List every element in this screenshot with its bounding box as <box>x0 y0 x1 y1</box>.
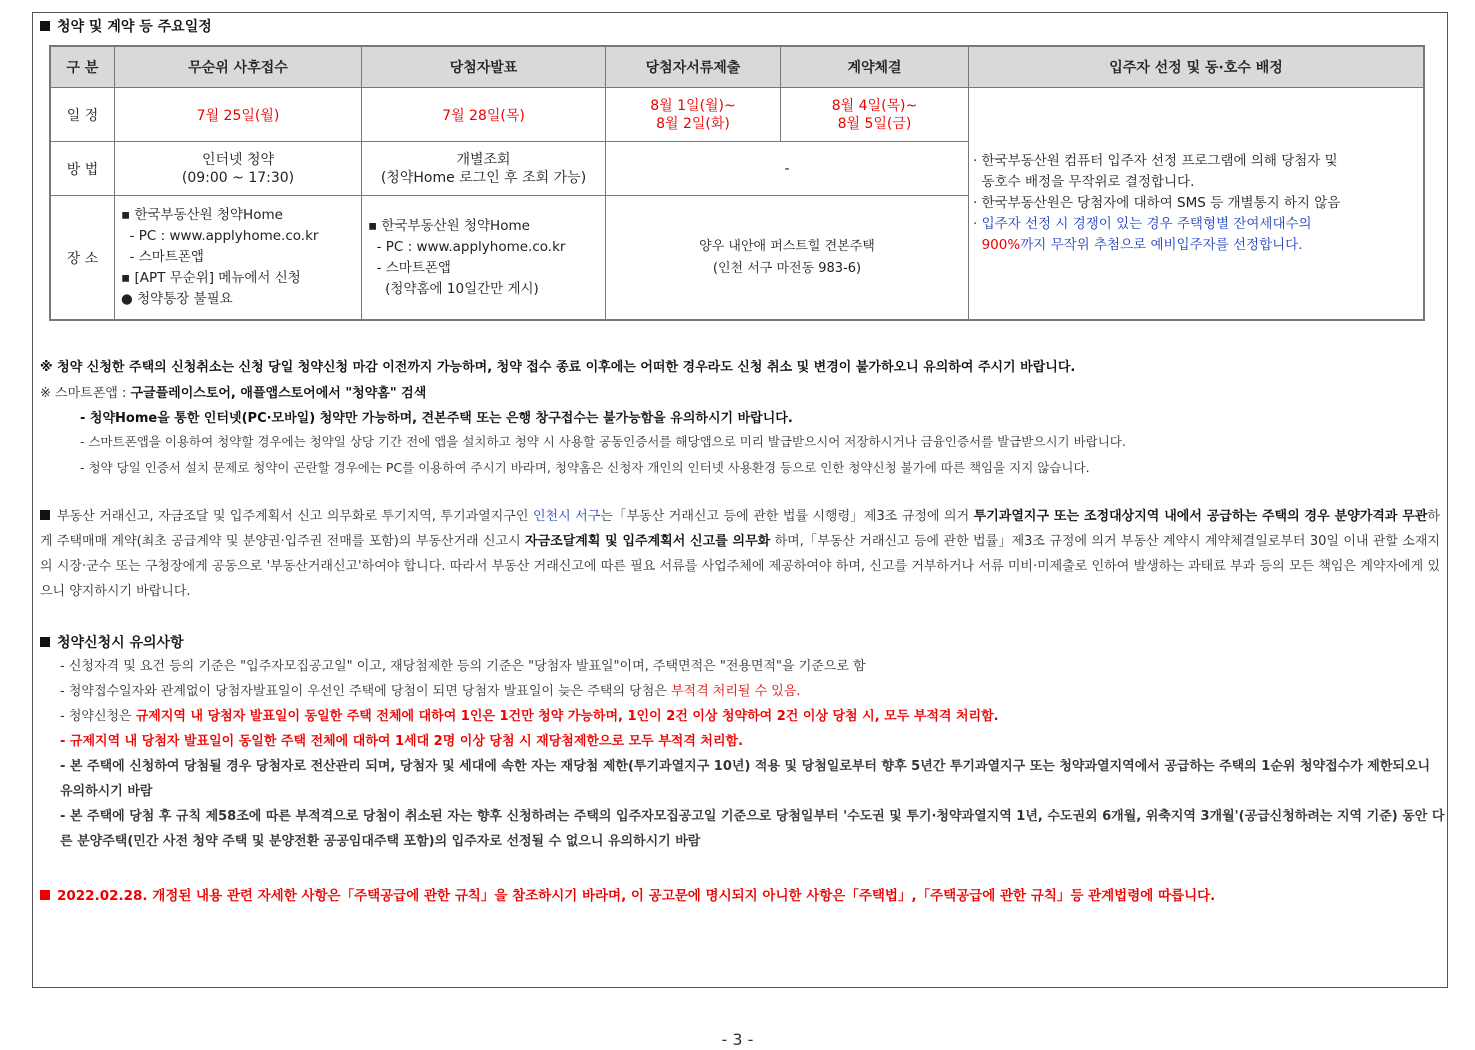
header-category: 구 분 <box>51 47 115 88</box>
header-docs: 당첨자서류제출 <box>606 47 781 88</box>
apply-place-line: ▪ [APT 무순위] 메뉴에서 신청 <box>121 270 301 286</box>
header-selection: 입주자 선정 및 동·호수 배정 <box>969 47 1424 88</box>
header-announce: 당첨자발표 <box>362 47 606 88</box>
caution-5: - 본 주택에 신청하여 당첨될 경우 당첨자로 전산관리 되며, 당첨자 및 세대에 속한 자는 재당첨 제한(투기과열지구 10년) 적용 및 당첨일로부터 향후 5년간 투기과열지구 또는 청약과열지역에서 공급하는 주택의 1순위 청약접수가 제한되오니 유의하시기 바람 <box>60 759 1431 799</box>
caution-3 <box>60 704 1445 729</box>
docs-date-start: 8월 1일(월)~ <box>650 97 736 114</box>
final-notice <box>40 884 1215 904</box>
contract-place-address: (인천 서구 마전동 983-6) <box>712 260 862 276</box>
square-bullet-icon <box>40 21 50 31</box>
report-bold-2: 자금조달계획 및 입주계획서 신고를 의무화 <box>525 534 771 549</box>
caution-4: - 규제지역 내 당첨자 발표일이 동일한 주택 전체에 대하여 1세대 2명 이상 당첨 시 재당첨제한으로 모두 부적격 처리함. <box>60 734 744 749</box>
header-apply: 무순위 사후접수 <box>115 47 362 88</box>
selection-line-1: · 한국부동산원 컴퓨터 입주자 선정 프로그램에 의해 당첨자 및 <box>973 153 1338 169</box>
row-label-place: 장 소 <box>51 196 115 320</box>
announce-place-line: ▪ 한국부동산원 청약Home <box>368 217 530 234</box>
docs-date <box>606 88 781 142</box>
apply-method <box>115 142 362 196</box>
contract-date-end: 8월 5일(금) <box>837 115 912 132</box>
note-smartphone-label: ※ 스마트폰앱 : <box>40 386 131 401</box>
note-certificate: - 청약 당일 인증서 설치 문제로 청약이 곤란할 경우에는 PC를 이용하여 주시기 바라며, 청약홈은 신청자 개인의 인터넷 사용환경 등으로 인한 청약신청 불가에 따른 책임을 지지 않습니다. <box>80 460 1090 475</box>
page-number: - 3 - <box>721 1030 754 1049</box>
selection-percent: 900% <box>981 237 1021 253</box>
contract-place-name: 양우 내안애 퍼스트힐 견본주택 <box>699 238 875 254</box>
selection-line-3: · 한국부동산원은 당첨자에 대하여 SMS 등 개별통지 하지 않음 <box>973 195 1341 211</box>
announce-place-line: - 스마트폰앱 <box>368 259 451 276</box>
selection-line-5-text: 까지 무작위 추첨으로 예비입주자를 선정합니다. <box>1020 237 1303 253</box>
square-bullet-icon <box>40 510 50 520</box>
schedule-table <box>50 46 1424 320</box>
apply-method-hours: (09:00 ~ 17:30) <box>181 169 295 186</box>
caution-6: - 본 주택에 당첨 후 규칙 제58조에 따른 부적격으로 당첨이 취소된 자는 향후 신청하려는 주택의 입주자모집공고일 기준으로 당첨일부터 '수도권 및 투기·청약과열지역 1년, 수도권외 6개월, 위축지역 3개월'(공급신청하려는 지역 기준) 동안 다른 분양주택(민간 사전 청약 주택 및 분양전환 공공임대주택 포함)의 입주자로 선정될 수 없으니 유의하시기 바람 <box>60 809 1445 849</box>
note-smartphone-search: 구글플레이스토어, 애플앱스토어에서 "청약홈" 검색 <box>130 386 427 401</box>
docs-contract-method: - <box>606 142 969 196</box>
contract-date-start: 8월 4일(목)~ <box>831 97 918 114</box>
apply-place-line: ▪ 한국부동산원 청약Home <box>121 207 283 223</box>
apply-place-line: - PC : www.applyhome.co.kr <box>121 228 319 244</box>
header-contract: 계약체결 <box>781 47 969 88</box>
selection-line-2: 동호수 배정을 무작위로 결정합니다. <box>973 174 1195 190</box>
caution-2-red: 부적격 처리될 수 있음. <box>670 684 801 699</box>
announce-method-line2: (청약Home 로그인 후 조회 가능) <box>380 169 587 186</box>
selection-info <box>969 88 1424 320</box>
selection-line-5 <box>973 235 1417 256</box>
note-app-install: - 스마트폰앱을 이용하여 청약할 경우에는 청약일 상당 기간 전에 앱을 설치하고 청약 시 사용할 공동인증서를 해당앱으로 미리 발급받으시어 저장하시거나 금융인증서를 발급받으시기 바랍니다. <box>80 434 1126 449</box>
square-bullet-icon <box>40 637 50 647</box>
selection-line-4: · 입주자 선정 시 경쟁이 있는 경우 주택형별 잔여세대수의 <box>973 216 1312 232</box>
section-title-caution <box>40 632 184 652</box>
apply-date: 7월 25일(월) <box>115 88 362 142</box>
caution-3-red: 규제지역 내 당첨자 발표일이 동일한 주택 전체에 대하여 1인은 1건만 청약 가능하며, 1인이 2건 이상 청약하여 2건 이상 당첨 시, 모두 부적격 처리함. <box>135 709 999 724</box>
announce-place-line: (청약홈에 10일간만 게시) <box>368 280 539 297</box>
announce-date: 7월 28일(목) <box>362 88 606 142</box>
note-cancel: ※ 청약 신청한 주택의 신청취소는 신청 당일 청약신청 마감 이전까지 가능하며, 청약 접수 종료 이후에는 어떠한 경우라도 신청 취소 및 변경이 불가하오니 유의하여 주시기 바랍니다. <box>40 360 1076 375</box>
table-header-row <box>51 47 1424 88</box>
report-text-1: 부동산 거래신고, 자금조달 및 입주계획서 신고 의무화로 투기지역, 투기과열지구인 <box>57 509 533 524</box>
row-label-method: 방 법 <box>51 142 115 196</box>
report-text-2: 는「부동산 거래신고 등에 관한 법률 시행령」제3조 규정에 의거 <box>600 509 974 524</box>
row-label-schedule: 일 정 <box>51 88 115 142</box>
report-text-4: 하며,「부동산 거래신고 등에 관한 법률」제3조 규정에 의거 부동산 계약시 계약체결일로부터 30일 이내 관할 소재지의 시장·군수 또는 구청장에게 공동으로 '부동산거래신고'하여야 합니다. 따라서 부동산 거래신고에 따른 필요 서류를 사업주체에 제공하여야 하며, 신고를 거부하거나 서류 미비·미제출로 인하여 발생하는 과태료 부과 등의 모든 책임은 계약자에게 있으니 양지하시기 바랍니다. <box>40 534 1440 599</box>
caution-2-text: - 청약접수일자와 관계없이 당첨자발표일이 우선인 주택에 당첨이 되면 당첨자 발표일이 늦은 주택의 당첨은 <box>60 684 671 699</box>
note-smartphone <box>40 382 426 401</box>
caution-title-text: 청약신청시 유의사항 <box>57 635 184 651</box>
docs-date-end: 8월 2일(화) <box>656 115 730 132</box>
apply-place <box>115 196 362 320</box>
announce-place <box>362 196 606 320</box>
contract-date <box>781 88 969 142</box>
announce-place-line: - PC : www.applyhome.co.kr <box>368 238 566 255</box>
caution-3-text: - 청약신청은 <box>60 709 136 724</box>
report-text-3: 하게 주택매매 계약(최초 공급계약 및 분양권·입주권 전매를 포함)의 부동산거래 신고시 <box>40 509 1440 549</box>
apply-place-line: ● 청약통장 불필요 <box>121 291 233 307</box>
section-title-text: 청약 및 계약 등 주요일정 <box>57 19 212 35</box>
caution-2 <box>60 679 1445 704</box>
final-notice-text: 2022.02.28. 개정된 내용 관련 자세한 사항은「주택공급에 관한 규칙」을 참조하시기 바라며, 이 공고문에 명시되지 아니한 사항은「주택법」,「주택공급에 관한 규칙」등 관계법령에 따릅니다. <box>57 888 1216 904</box>
square-bullet-icon <box>40 890 50 900</box>
announce-method <box>362 142 606 196</box>
note-online-only: - 청약Home을 통한 인터넷(PC·모바일) 청약만 가능하며, 견본주택 또는 은행 창구접수는 불가능함을 유의하시기 바랍니다. <box>80 411 793 426</box>
contract-place <box>606 196 969 320</box>
report-bold-1: 투기과열지구 또는 조정대상지역 내에서 공급하는 주택의 경우 분양가격과 무관 <box>973 509 1428 524</box>
table-row-schedule <box>51 88 1424 142</box>
apply-method-line1: 인터넷 청약 <box>201 151 275 168</box>
caution-1: - 신청자격 및 요건 등의 기준은 "입주자모집공고일" 이고, 재당첨제한 등의 기준은 "당첨자 발표일"이며, 주택면적은 "전용면적"을 기준으로 함 <box>60 659 866 674</box>
section-title-schedule <box>40 16 212 36</box>
apply-place-line: - 스마트폰앱 <box>121 249 204 265</box>
report-paragraph <box>40 504 1440 604</box>
report-region: 인천시 서구 <box>532 509 601 524</box>
announce-method-line1: 개별조회 <box>456 151 511 168</box>
